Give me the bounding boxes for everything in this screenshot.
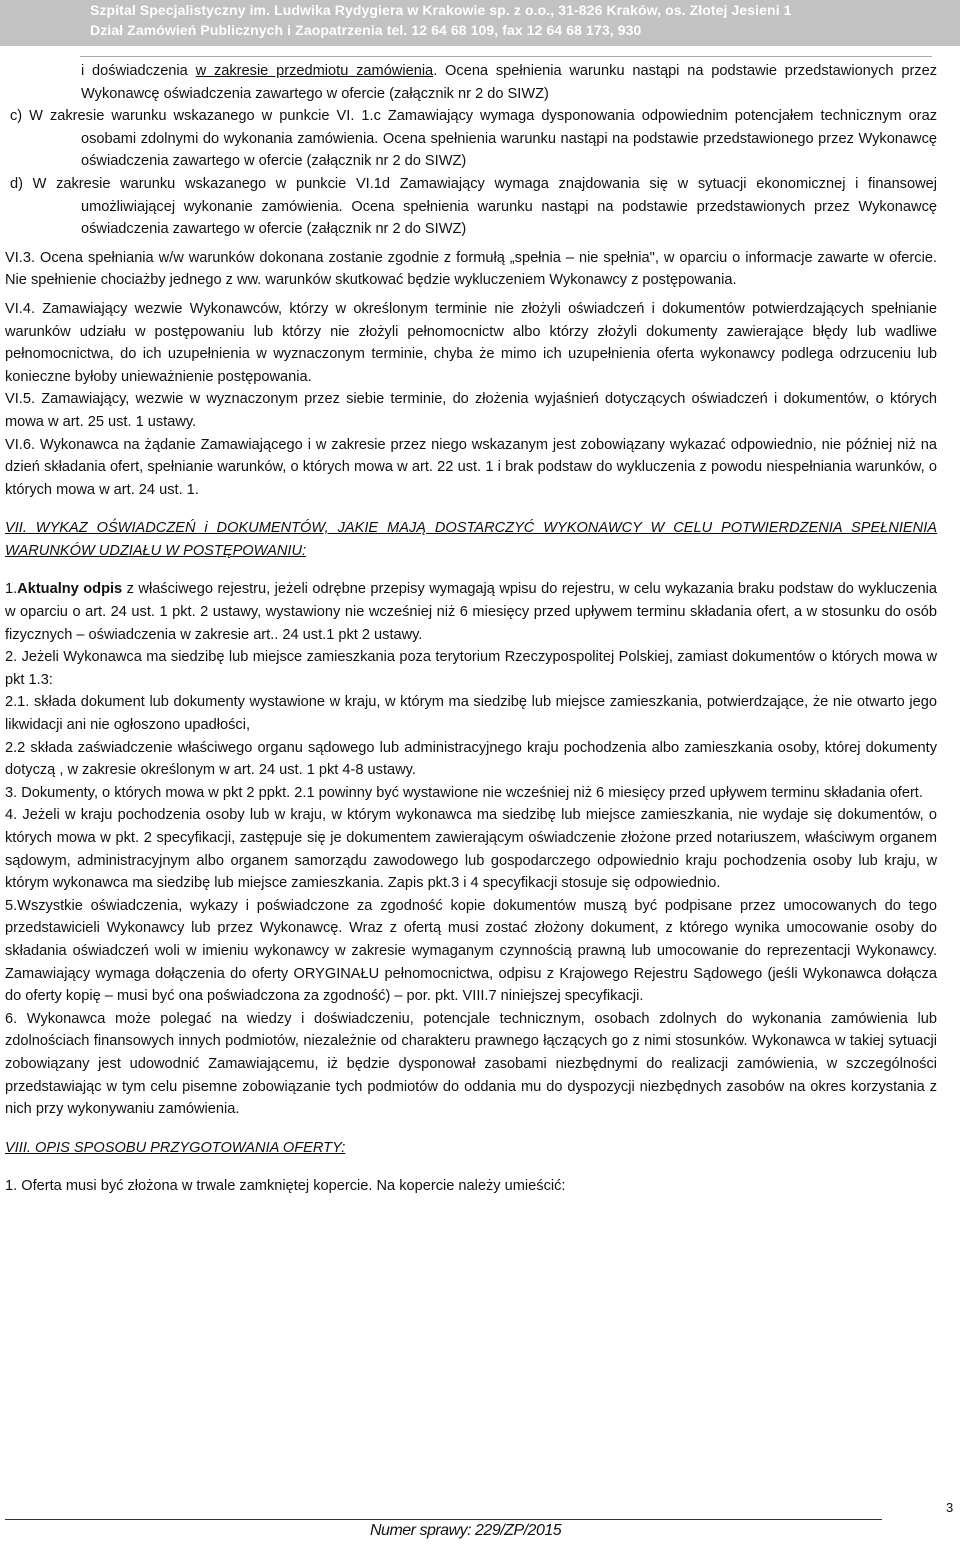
paragraph: VI.3. Ocena spełniania w/w warunków dokonana zostanie zgodnie z formułą „spełnia – nie spełnia", w oparciu o informacje zawarte w ofercie. Nie spełnienie chociażby jednego z ww. warunków skutkować będzie wykluczeniem Wykonawcy z postępowania. [5,249,937,289]
letterhead-line-1: Szpital Specjalistyczny im. Ludwika Rydygiera w Krakowie sp. z o.o., 31-826 Kraków, os. Złotej Jesieni 1 [90,2,792,18]
underlined-text: w zakresie przedmiotu zamówienia [195,63,434,79]
paragraph: VI.5. Zamawiający, wezwie w wyznaczonym przez siebie terminie, do złożenia wyjaśnień dotyczących oświadczeń i dokumentów, o których mowa w art. 25 ust. 1 ustawy. [5,391,937,430]
paragraph: 2. Jeżeli Wykonawca ma siedzibę lub miejsce zamieszkania poza terytorium Rzeczypospolitej Polskiej, zamiast dokumentów o których mowa w pkt 1.3: [5,649,937,688]
paragraph: 2.2 składa zaświadczenie właściwego organu sądowego lub administracyjnego kraju pochodzenia albo zamieszkania osoby, której dokumenty dotyczą , w zakresie określonym w art. 24 ust. 1 pkt 4-8 ustawy. [5,739,937,779]
section-heading-vii: VII. WYKAZ OŚWIADCZEŃ i DOKUMENTÓW, JAKIE MAJĄ DOSTARCZYĆ WYKONAWCY W CELU POTWIERDZENIA SPEŁNIENIA WARUNKÓW UDZIAŁU W POSTĘPOWANIU: [5,520,937,559]
paragraph: c) W zakresie warunku wskazanego w punkcie VI. 1.c Zamawiający wymaga dysponowania odpowiednim potencjałem technicznym oraz osobami zdolnymi do wykonania zamówienia. Ocena spełnienia warunku nastąpi na podstawie przedstawionego przez Wykonawcę oświadczenia zawartego w ofercie (załącznik nr 2 do SIWZ) [10,108,937,170]
paragraph: 1. Oferta musi być złożona w trwale zamkniętej kopercie. Na kopercie należy umieścić: [5,1178,566,1195]
paragraph: 3. Dokumenty, o których mowa w pkt 2 ppkt. 2.1 powinny być wystawione nie wcześniej niż 6 miesięcy przed upływem terminu składania ofert. [5,784,923,801]
paragraph: 4. Jeżeli w kraju pochodzenia osoby lub w kraju, w którym wykonawca ma siedzibę lub miejsce zamieszkania, nie wydaje się dokumentów, o których mowa w pkt. 2 specyfikacji, zastępuje się je dokumentem zawierającym oświadczenie złożone przed notariuszem, właściwym organem sądowym, administracyjnym albo organem samorządu zawodowego lub gospodarczego odpowiednio kraju pochodzenia osoby lub kraju, w którym wykonawca ma siedzibę lub miejsce zamieszkania. Zapis pkt.3 i 4 specyfikacji stosuje się odpowiednio. [5,807,937,892]
text-run: 1. [5,581,18,598]
text-run: z właściwego rejestru, jeżeli odrębne przepisy wymagają wpisu do rejestru, w celu wykazania braku podstaw do wykluczenia w oparciu o art. 24 ust. 1 pkt. 2 ustawy, wystawiony nie wcześniej niż 6 miesięcy przed upływem terminu składania ofert, a w stosunku do osób fizycznych – oświadczenia w zakresie art.. 24 ust.1 pkt 2 ustawy. [5,581,937,643]
paragraph [5,60,937,105]
paragraph [5,578,937,646]
paragraph: 5.Wszystkie oświadczenia, wykazy i poświadczone za zgodność kopie dokumentów muszą być podpisane przez umocowanych do tego przedstawicieli Wykonawcy lub przez Wykonawcę. Wraz z ofertą musi zostać złożony dokument, z którego wynika umocowanie osoby do składania oświadczeń woli w imieniu wykonawcy w zakresie wymaganym czynnością prawną lub umocowanie do reprezentacji Wykonawcy. Zamawiający wymaga dołączenia do oferty ORYGINAŁU pełnomocnictwa, odpisu z Krajowego Rejestru Sądowego (jeśli Wykonawca dołącza do oferty kopię – musi być ona poświadczona za zgodność) – por. pkt. VIII.7 niniejszej specyfikacji. [5,897,937,1005]
paragraph: 6. Wykonawca może polegać na wiedzy i doświadczeniu, potencjale technicznym, osobach zdolnych do wykonania zamówienia lub zdolnościach finansowych innych podmiotów, niezależnie od charakteru prawnego łączących go z nimi stosunków. Wykonawca w takiej sytuacji zobowiązany jest udowodnić Zamawiającemu, iż będzie dysponował zasobami niezbędnymi do realizacji zamówienia, w szczególności przedstawiając w tym celu pisemne zobowiązanie tych podmiotów do oddania mu do dyspozycji niezbędnych zasobów na okres korzystania z nich przy wykonywaniu zamówienia. [5,1010,937,1118]
letterhead-line-2: Dział Zamówień Publicznych i Zaopatrzenia tel. 12 64 68 109, fax 12 64 68 173, 930 [90,22,642,38]
paragraph: VI.4. Zamawiający wezwie Wykonawców, którzy w określonym terminie nie złożyli oświadczeń i dokumentów potwierdzających spełnianie warunków udziału w postępowaniu lub którzy nie złożyli pełnomocnictw albo którzy złożyli dokumenty zawierające błędy lub wadliwe pełnomocnictwa, do ich uzupełnienia w wyznaczonym terminie, chyba że mimo ich uzupełnienia oferta wykonawcy podlega odrzuceniu lub konieczne byłoby unieważnienie postępowania. [5,300,937,385]
bold-text: Aktualny odpis [17,581,123,598]
paragraph: d) W zakresie warunku wskazanego w punkcie VI.1d Zamawiający wymaga znajdowania się w sytuacji ekonomicznej i finansowej umożliwiającej wykonanie zamówienia. Ocena spełnienia warunku nastąpi na podstawie przedstawionych przez Wykonawcę oświadczenia zawartego w ofercie (załącznik nr 2 do SIWZ) [10,175,937,238]
page-number: 3 [946,1500,954,1515]
footer-divider [5,1519,882,1520]
document-body [5,60,937,1198]
text-run: . Ocena spełnienia warunku nastąpi na podstawie przedstawionych przez Wykonawcę oświadczenia zawartego w ofercie (załącznik nr 2 do SIWZ) [81,63,938,102]
case-number: Numer sprawy: 229/ZP/2015 [370,1522,562,1539]
header-divider [80,56,932,57]
letterhead [0,0,960,46]
text-run: i doświadczenia [81,63,196,79]
section-heading-viii: VIII. OPIS SPOSOBU PRZYGOTOWANIA OFERTY: [5,1139,346,1156]
paragraph: VI.6. Wykonawca na żądanie Zamawiającego i w zakresie przez niego wskazanym jest zobowiązany wykazać odpowiednio, nie później niż na dzień składania ofert, spełnianie warunków, o których mowa w art. 22 ust. 1 i brak podstaw do wykluczenia z powodu niespełniania warunków, o których mowa w art. 24 ust. 1. [5,436,937,498]
paragraph: 2.1. składa dokument lub dokumenty wystawione w kraju, w którym ma siedzibę lub miejsce zamieszkania, potwierdzające, że nie otwarto jego likwidacji ani nie ogłoszono upadłości, [5,694,937,734]
